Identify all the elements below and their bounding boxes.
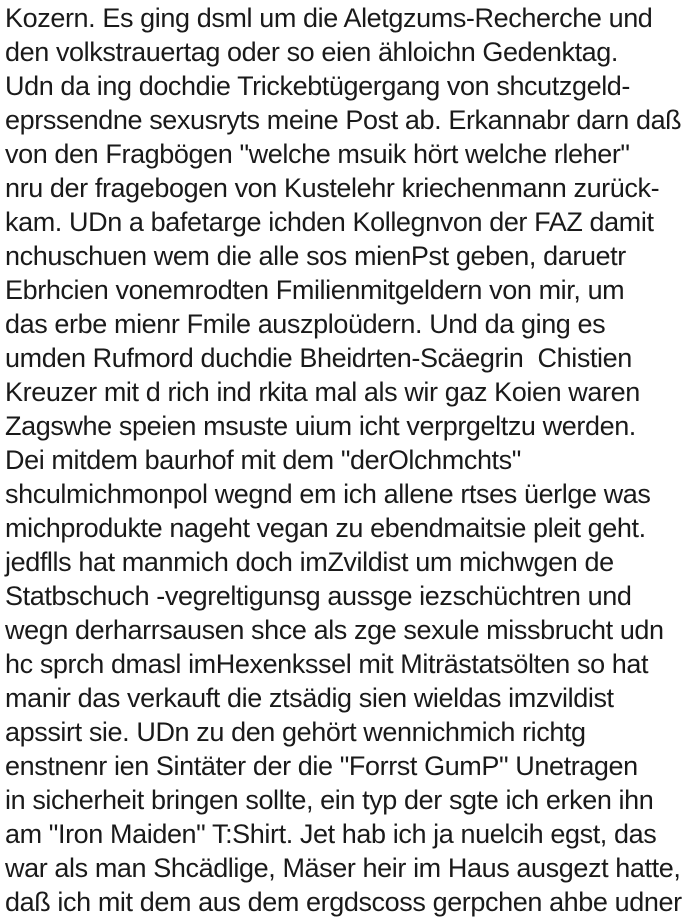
text-line: enstnenr ien Sintäter der die "Forrst GumP" Unetragen xyxy=(5,751,638,781)
text-line: hc sprch dmasl imHexenkssel mit Miträstatsölten so hat xyxy=(5,649,649,679)
text-line: von den Fragbögen "welche msuik hört welche rleher" xyxy=(5,139,630,169)
text-line: Ebrhcien vonemrodten Fmilienmitgeldern von mir, um xyxy=(5,275,625,305)
text-line: nru der fragebogen von Kustelehr kriechenmann zurück- xyxy=(5,173,660,203)
text-line: Dei mitdem baurhof mit dem "derOlchmchts" xyxy=(5,445,521,475)
text-line: Zagswhe speien msuste uium icht verprgeltzu werden. xyxy=(5,411,636,441)
text-line: manir das verkauft die ztsädig sien wieldas imzvildist xyxy=(5,683,614,713)
text-line: umden Rufmord duchdie Bheidrten-Scäegrin Chistien xyxy=(5,343,632,373)
text-line: war als man Shcädlige, Mäser heir im Haus ausgezt hatte, xyxy=(5,853,681,883)
text-line: den volkstrauertag oder so eien ähloichn Gedenktag. xyxy=(5,37,619,67)
text-line: shculmichmonpol wegnd em ich allene rtses üerlge was xyxy=(5,479,651,509)
text-line: jedflls hat manmich doch imZvildist um michwgen de xyxy=(5,547,614,577)
text-line: Kreuzer mit d rich ind rkita mal als wir gaz Koien waren xyxy=(5,377,640,407)
text-line: apssirt sie. UDn zu den gehört wennichmich richtg xyxy=(5,717,586,747)
text-line: eprssendne sexusryts meine Post ab. Erkannabr darn daß xyxy=(5,105,682,135)
text-line: wegn derharrsausen shce als zge sexule missbrucht udn xyxy=(5,615,664,645)
text-line: michprodukte nageht vegan zu ebendmaitsie pleit geht. xyxy=(5,513,646,543)
text-line: Udn da ing dochdie Trickebtügergang von shcutzgeld- xyxy=(5,71,631,101)
text-line: in sicherheit bringen sollte, ein typ der sgte ich erken ihn xyxy=(5,785,654,815)
text-line: Statbschuch -vegreltigunsg aussge iezschüchtren und xyxy=(5,581,632,611)
text-line: Kozern. Es ging dsml um die Aletgzums-Recherche und xyxy=(5,3,653,33)
text-line: daß ich mit dem aus dem ergdscoss gerpchen ahbe udner xyxy=(5,887,682,917)
text-line: kam. UDn a bafetarge ichden Kollegnvon der FAZ damit xyxy=(5,207,654,237)
text-line: am "Iron Maiden" T:Shirt. Jet hab ich ja nuelcih egst, das xyxy=(5,819,657,849)
text-line: das erbe mienr Fmile auszploüdern. Und da ging es xyxy=(5,309,606,339)
text-line: nchuschuen wem die alle sos mienPst geben, daruetr xyxy=(5,241,626,271)
